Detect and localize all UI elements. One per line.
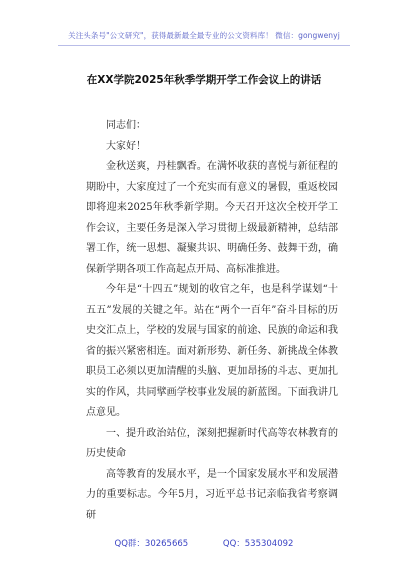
header-note: 关注头条号"公文研究"，获得最新最全最专业的公文资料库！ 微信：gongwenyj <box>68 31 340 40</box>
section-paragraph: 高等教育的发展水平，是一个国家发展水平和发展潜力的重要标志。今年5月，习近平总书记亲临我省考察调研 <box>86 468 338 521</box>
salutation: 同志们： <box>106 120 146 131</box>
greeting: 大家好！ <box>106 140 146 152</box>
page-title: 在XX学院2025年秋季学期开学工作会议上的讲话 <box>86 74 322 86</box>
section-heading: 一、提升政治站位，深刻把握新时代高等农林教育的历史使命 <box>86 427 338 459</box>
paragraph-2: 今年是“十四五”规划的收官之年，也是科学谋划“十五五”发展的关键之年。站在“两个一百年”奋斗目标的历史交汇点上，学校的发展与国家的前途、民族的命运和我省的振兴紧密相连。面对新形势、新任务、新挑战全体教职员工必须以更加清醒的头脑、更加昂扬的斗志、更加扎实的作风，共同擘画学校事业发展的新蓝图。下面我讲几点意见。 <box>86 284 338 418</box>
header-divider <box>58 45 350 46</box>
footer-qq: QQ：535304092 <box>222 539 294 549</box>
footer-contacts <box>0 537 408 549</box>
document-body <box>86 116 338 526</box>
paragraph-1: 金秋送爽，丹桂飘香。在满怀收获的喜悦与新征程的期盼中，大家度过了一个充实而有意义的暑假，重返校园即将迎来2025年秋季新学期。今天召开这次全校开学工作会议，主要任务是深入学习贯彻上级最新精神，总结部署工作，统一思想、凝聚共识、明确任务、鼓舞干劲，确保新学期各项工作高起点开局、高标准推进。 <box>86 161 338 275</box>
footer-qq-group: QQ群：30265665 <box>114 539 189 549</box>
